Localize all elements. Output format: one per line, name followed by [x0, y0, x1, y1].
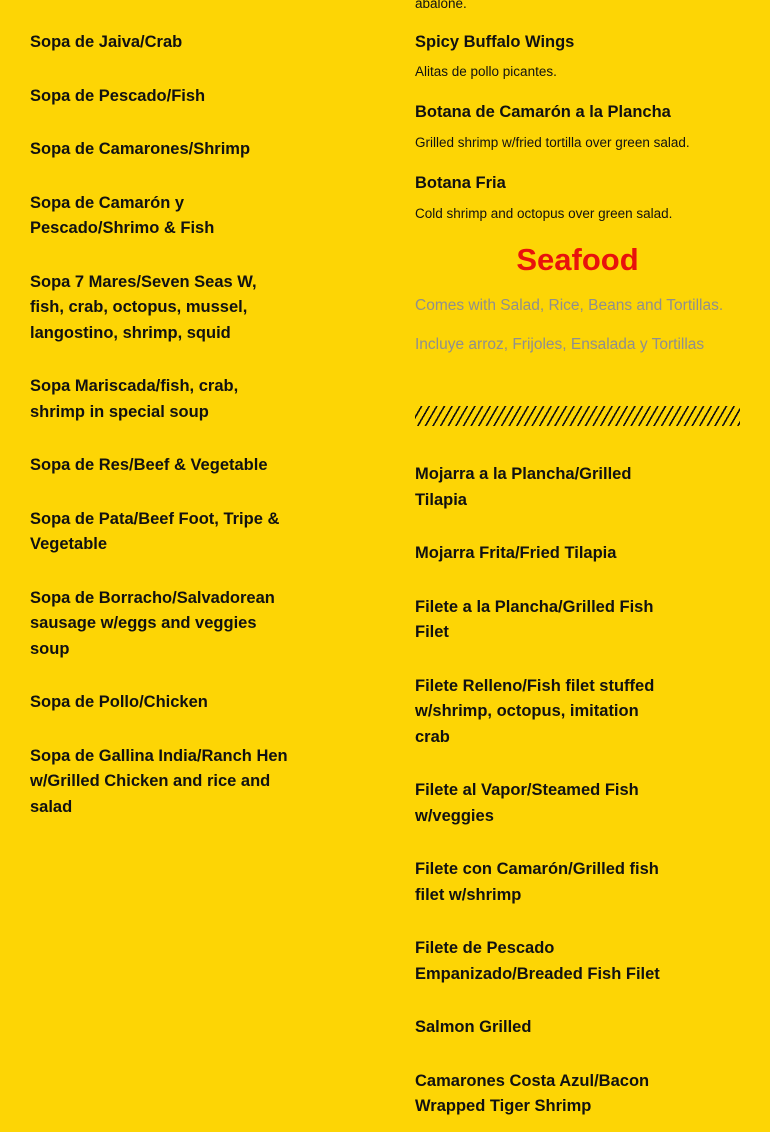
menu-item: Sopa de Pollo/Chicken: [30, 693, 208, 711]
menu-item: Salmon Grilled: [415, 1018, 532, 1036]
menu-item: Sopa de Pescado/Fish: [30, 86, 206, 105]
appetizer-name: Spicy Buffalo Wings: [415, 33, 575, 51]
item-description: Alitas de pollo picantes.: [415, 64, 557, 79]
menu-item: Camarones Costa Azul/Bacon Wrapped Tiger Shrimp: [415, 1071, 650, 1115]
menu-item: Sopa de Camarones/Shrimp: [30, 140, 251, 158]
menu-item: Filete de Pescado Empanizado/Breaded Fish Filet: [415, 939, 660, 983]
appetizer-name: Botana de Camarón a la Plancha: [415, 103, 671, 121]
section-title: Seafood: [516, 242, 639, 277]
menu-item: Filete Relleno/Fish filet stuffed w/shrimp, octopus, imitation crab: [415, 676, 655, 746]
section-note: Comes with Salad, Rice, Beans and Tortillas.: [415, 297, 724, 314]
menu-item: Sopa de Pata/Beef Foot, Tripe & Vegetable: [30, 509, 280, 553]
menu-item: Mojarra Frita/Fried Tilapia: [415, 544, 617, 562]
menu-item: Filete al Vapor/Steamed Fish w/veggies: [415, 781, 639, 825]
appetizers-and-seafood-column: [415, 0, 745, 1120]
section-note: Incluye arroz, Frijoles, Ensalada y Tortillas: [415, 336, 705, 353]
appetizer-name: Botana Fria: [415, 174, 506, 192]
menu-item: Sopa de Res/Beef & Vegetable: [30, 456, 268, 474]
menu-item: Sopa de Gallina India/Ranch Hen w/Grilled Chicken and rice and salad: [30, 746, 288, 816]
menu-item: Mojarra a la Plancha/Grilled Tilapia: [415, 465, 632, 509]
striped-divider: [415, 406, 740, 426]
menu-item: Sopa de Camarón y Pescado/Shrimo & Fish: [30, 193, 215, 237]
menu-item: Filete a la Plancha/Grilled Fish Filet: [415, 597, 654, 641]
menu-item: Sopa de Borracho/Salvadorean sausage w/eggs and veggies soup: [30, 588, 275, 658]
menu-item: Sopa 7 Mares/Seven Seas W, fish, crab, octopus, mussel, langostino, shrimp, squid: [30, 272, 257, 342]
item-description: Grilled shrimp w/fried tortilla over green salad.: [415, 135, 690, 150]
item-description: Cold shrimp and octopus over green salad.: [415, 206, 673, 221]
menu-item: Sopa Mariscada/fish, crab, shrimp in special soup: [30, 377, 239, 421]
item-description: abalone.: [415, 0, 467, 11]
soups-column: [30, 0, 300, 820]
menu-item: Filete con Camarón/Grilled fish filet w/shrimp: [415, 860, 659, 904]
menu-item: Sopa de Jaiva/Crab: [30, 33, 183, 51]
